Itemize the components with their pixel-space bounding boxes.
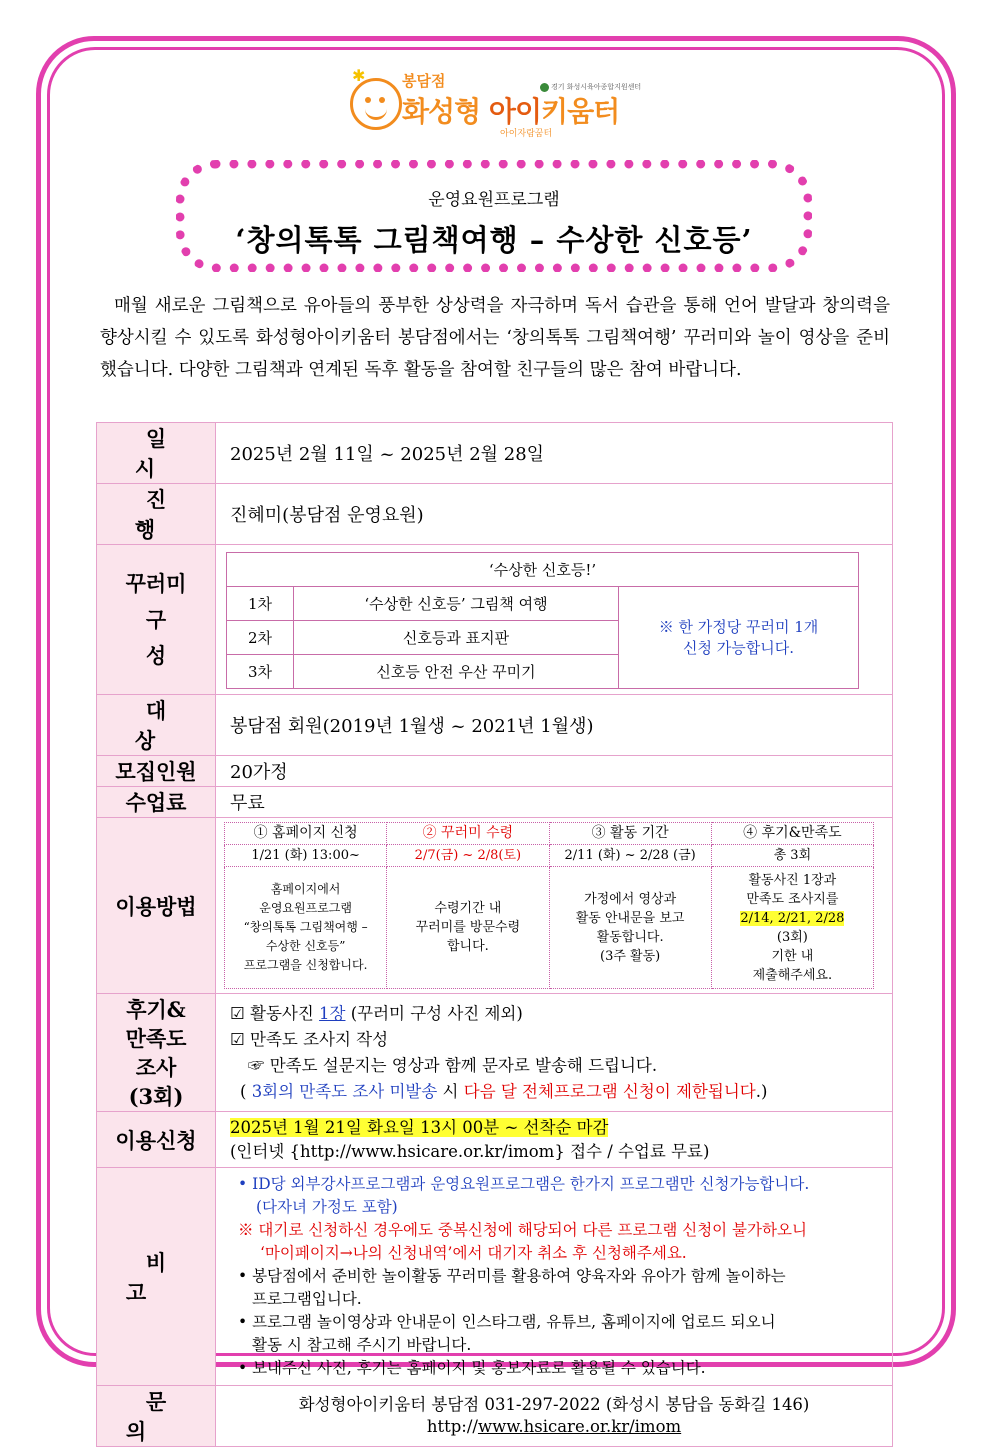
program-title: ‘창의톡톡 그림책여행 – 수상한 신호등’ [235,223,753,257]
logo-branch: 봉담점 [402,72,446,90]
star-icon: ✱ [352,66,366,85]
row-usage: 이용방법 ① 홈페이지 신청 ② 꾸러미 수령 ③ 활동 기간 ④ 후기&만족도 1/21 (화) 13:00~ 2/7(금) ~ 2/8(토) 2/11 (화) ~ 2/28 (금) 총 3회 홈페이지에서 운영요원프로그램 “창의톡톡 그림책여행 – 수상한 신호등” 프로그램을 신청합니다. 수령기간 내 꾸러미를 방문수령 합니다. 가정에서 영상과 활동 안내문을 보고 활동합니다. (3주 활동) 활동사진 1장과 만족도 조사지를 2/14, 2/21, 2/28 (3회) 기한 내 제출해주세요. [97,818,893,994]
row-contact: 문 의 화성형아이키움터 봉담점 031-297-2022 (화성시 봉담읍 동화길 146) http://www.hsicare.or.kr/imom [97,1386,893,1447]
notes-content: • ID당 외부강사프로그램과 운영요원프로그램은 한가지 프로그램만 신청가능합니다. (다자녀 가정도 포함) ※ 대기로 신청하신 경우에도 중복신청에 해당되어 다른 프로그램 신청이 불가하오니 ‘마이페이지→나의 신청내역’에서 대기자 취소 후 신청해주세요. • 봉담점에서 준비한 놀이활동 꾸러미를 활용하여 양육자와 유아가 함께 놀이하는 프로그램입니다. • 프로그램 놀이영상과 안내문이 인스타그램, 유튜브, 홈페이지에 업로드 되오니 활동 시 참고해 주시기 바랍니다. • 보내주신 사진, 후기는 홈페이지 및 홍보자료로 활용될 수 있습니다. [216,1168,893,1386]
logo-name: 화성형 아이키움터 [402,95,620,128]
fee-value: 무료 [216,787,893,818]
row-kit: 꾸러미 구 성 ‘수상한 신호등!’ 1차 ‘수상한 신호등’ 그림책 여행 ※ 한 가정당 꾸러미 1개 신청 가능합니다. 2차 신호등과 표지판 3차 신호등 안전 우산 꾸미기 [97,545,893,695]
target-value: 봉담점 회원(2019년 1월생 ~ 2021년 1월생) [216,695,893,756]
title-box [176,160,812,272]
logo-tagline: 아이자람꿈터 [500,129,553,139]
row-notes: 비 고 • ID당 외부강사프로그램과 운영요원프로그램은 한가지 프로그램만 신청가능합니다. (다자녀 가정도 포함) ※ 대기로 신청하신 경우에도 중복신청에 해당되어 다른 프로그램 신청이 불가하오니 ‘마이페이지→나의 신청내역’에서 대기자 취소 후 신청해주세요. • 봉담점에서 준비한 놀이활동 꾸러미를 활용하여 양육자와 유아가 함께 놀이하는 프로그램입니다. • 프로그램 놀이영상과 안내문이 인스타그램, 유튜브, 홈페이지에 업로드 되오니 활동 시 참고해 주시기 바랍니다. • 보내주신 사진, 후기는 홈페이지 및 홍보자료로 활용될 수 있습니다. [97,1168,893,1386]
program-subtitle: 운영요원프로그램 [428,190,560,210]
kit-note: ※ 한 가정당 꾸러미 1개 신청 가능합니다. [619,587,859,689]
schedule-value: 2025년 2월 11일 ~ 2025년 2월 28일 [216,423,893,484]
row-target: 대 상 봉담점 회원(2019년 1월생 ~ 2021년 1월생) [97,695,893,756]
info-table [96,422,893,1447]
kit-table: ‘수상한 신호등!’ 1차 ‘수상한 신호등’ 그림책 여행 ※ 한 가정당 꾸러미 1개 신청 가능합니다. 2차 신호등과 표지판 3차 신호등 안전 우산 꾸미기 [226,552,859,689]
usage-table: ① 홈페이지 신청 ② 꾸러미 수령 ③ 활동 기간 ④ 후기&만족도 1/21 (화) 13:00~ 2/7(금) ~ 2/8(토) 2/11 (화) ~ 2/28 (금) 총 3회 홈페이지에서 운영요원프로그램 “창의톡톡 그림책여행 – 수상한 신호등” 프로그램을 신청합니다. 수령기간 내 꾸러미를 방문수령 합니다. 가정에서 영상과 활동 안내문을 보고 활동합니다. (3주 활동) 활동사진 1장과 만족도 조사지를 2/14, 2/21, 2/28 (3회) 기한 내 제출해주세요. [224,822,874,989]
intro-paragraph: 매월 새로운 그림책으로 유아들의 풍부한 상상력을 자극하며 독서 습관을 통해 언어 발달과 창의력을 향상시킬 수 있도록 화성형아이키움터 봉담점에서는 ‘창의톡톡 그림책여행’ 꾸러미와 놀이 영상을 준비했습니다. 다양한 그림책과 연계된 독후 활동을 참여할 친구들의 많은 참여 바랍니다. [100,296,890,380]
review-content: ☑ 활동사진 1장 (꾸러미 구성 사진 제외) ☑ 만족도 조사지 작성 ☞ 만족도 설문지는 영상과 함께 문자로 발송해 드립니다. ( 3회의 만족도 조사 미발송 시 다음 달 전체프로그램 신청이 제한됩니다.) [216,994,893,1112]
row-review: 후기& 만족도 조사 (3회) ☑ 활동사진 1장 (꾸러미 구성 사진 제외) ☑ 만족도 조사지 작성 ☞ 만족도 설문지는 영상과 함께 문자로 발송해 드립니다. ( 3회의 만족도 조사 미발송 시 다음 달 전체프로그램 신청이 제한됩니다.) [97,994,893,1112]
row-host: 진 행 진혜미(봉담점 운영요원) [97,484,893,545]
row-capacity: 모집인원 20가정 [97,756,893,787]
host-value: 진혜미(봉담점 운영요원) [216,484,893,545]
logo [350,66,650,150]
logo-center-name: 경기 화성시육아종합지원센터 [540,82,641,92]
contact-link[interactable]: www.hsicare.or.kr/imom [477,1417,682,1436]
apply-content: 2025년 1월 21일 화요일 13시 00분 ~ 선착순 마감 (인터넷 {http://www.hsicare.or.kr/imom} 접수 / 수업료 무료) [216,1112,893,1168]
row-apply: 이용신청 2025년 1월 21일 화요일 13시 00분 ~ 선착순 마감 (인터넷 {http://www.hsicare.or.kr/imom} 접수 / 수업료 무료) [97,1112,893,1168]
contact-content: 화성형아이키움터 봉담점 031-297-2022 (화성시 봉담읍 동화길 146) http://www.hsicare.or.kr/imom [216,1386,893,1447]
capacity-value: 20가정 [216,756,893,787]
row-fee: 수업료 무료 [97,787,893,818]
kit-header: ‘수상한 신호등!’ [227,553,859,587]
row-schedule: 일 시 2025년 2월 11일 ~ 2025년 2월 28일 [97,423,893,484]
smiley-face-icon [350,78,402,130]
